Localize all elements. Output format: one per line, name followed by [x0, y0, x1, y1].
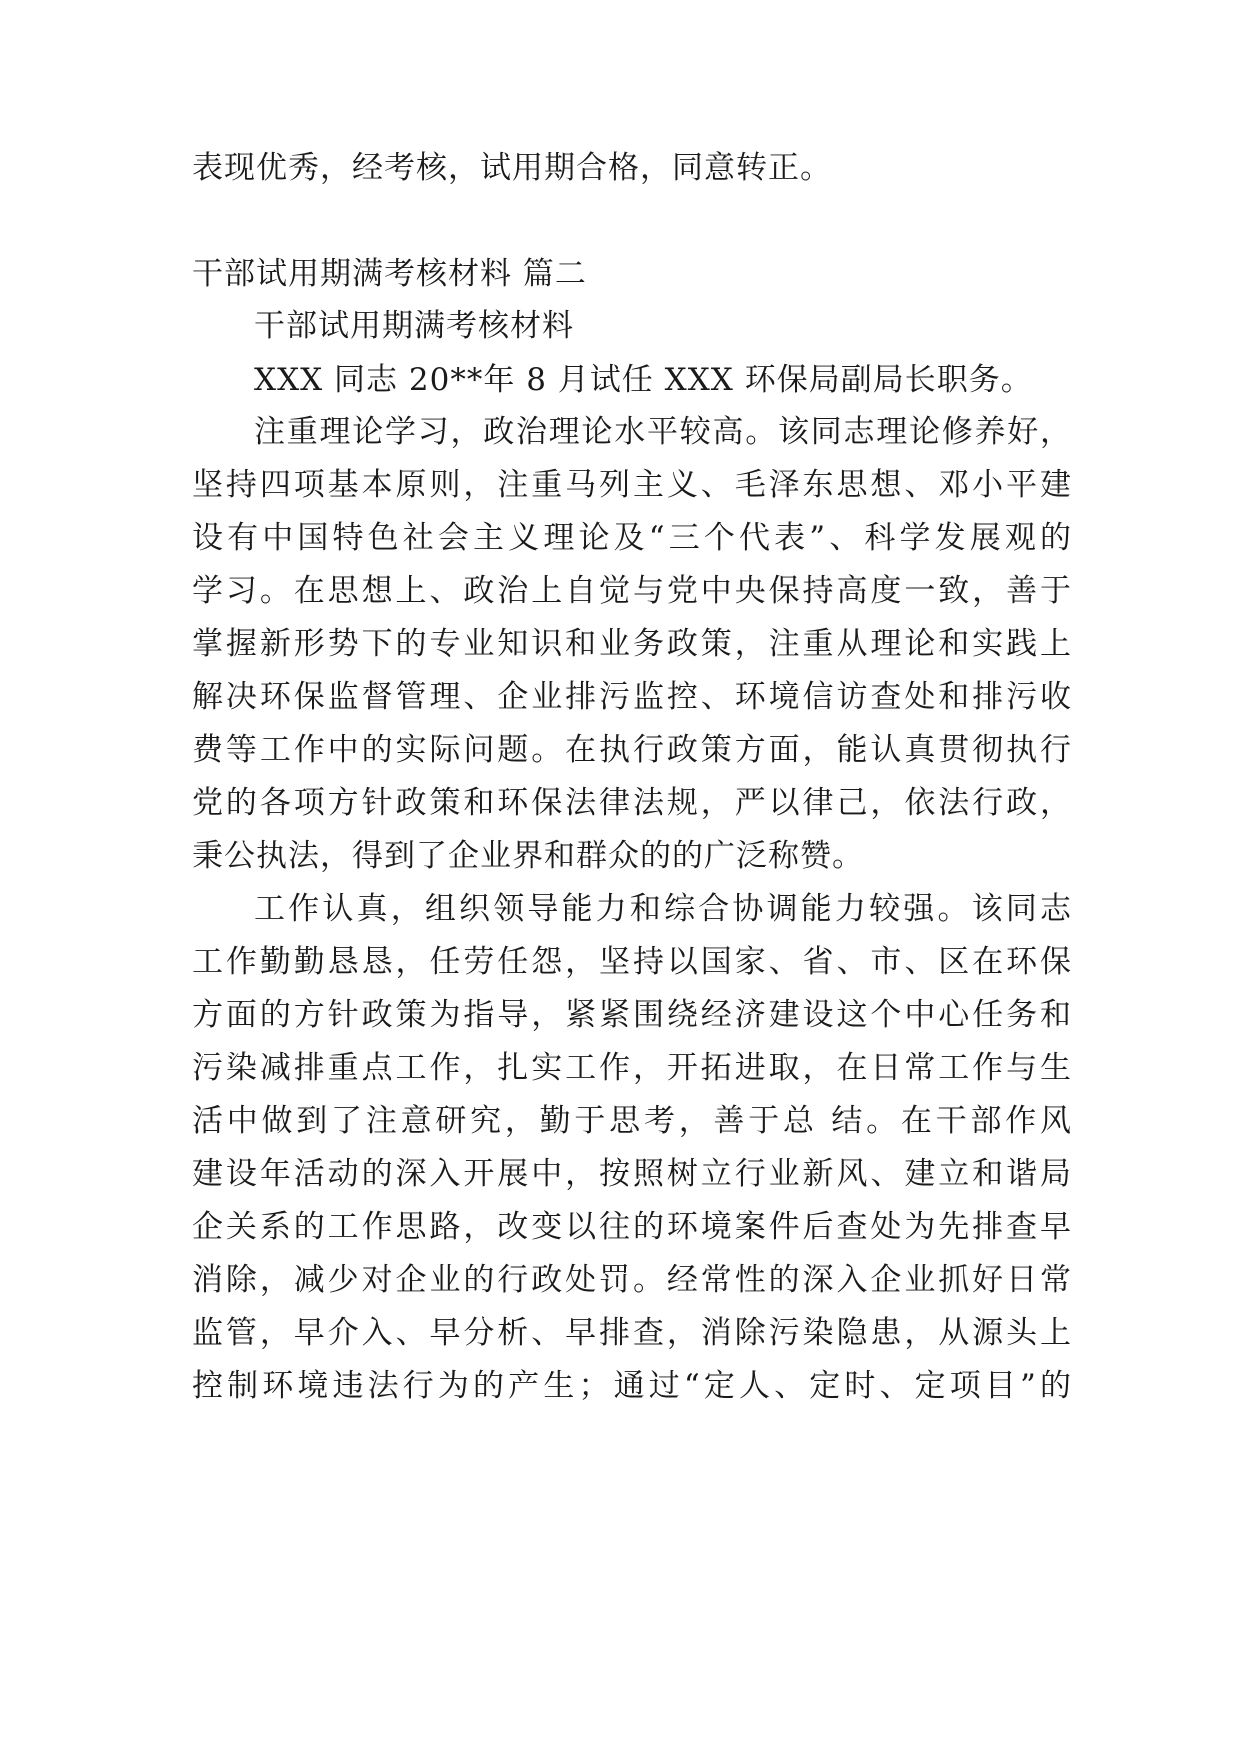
paragraph-line: 秉公执法，得到了企业界和群众的的广泛称赞。 [192, 838, 864, 874]
paragraph-line: 控制环境违法行为的产生；通过“定人、定时、定项目”的 [192, 1368, 1072, 1404]
section-heading: 干部试用期满考核材料 篇二 [192, 256, 587, 292]
paragraph-line: 学习。在思想上、政治上自觉与党中央保持高度一致，善于 [192, 573, 1072, 609]
text-line: 表现优秀，经考核，试用期合格，同意转正。 [192, 150, 832, 186]
paragraph-line: 方面的方针政策为指导，紧紧围绕经济建设这个中心任务和 [192, 997, 1072, 1033]
text-line: XXX 同志 20**年 8 月试任 XXX 环保局副局长职务。 [254, 362, 1033, 398]
paragraph-line: 工作勤勤恳恳，任劳任怨，坚持以国家、省、市、区在环保 [192, 944, 1072, 980]
document-title: 干部试用期满考核材料 [254, 308, 574, 344]
paragraph-line: 设有中国特色社会主义理论及“三个代表”、科学发展观的 [192, 520, 1072, 556]
paragraph-line: 活中做到了注意研究，勤于思考，善于总 结。在干部作风 [192, 1103, 1072, 1139]
paragraph-line: 注重理论学习，政治理论水平较高。该同志理论修养好， [254, 414, 1072, 450]
paragraph-line: 掌握新形势下的专业知识和业务政策，注重从理论和实践上 [192, 626, 1072, 662]
paragraph-line: 解决环保监督管理、企业排污监控、环境信访查处和排污收 [192, 679, 1072, 715]
paragraph-line: 坚持四项基本原则，注重马列主义、毛泽东思想、邓小平建 [192, 467, 1072, 503]
paragraph-line: 污染减排重点工作，扎实工作，开拓进取，在日常工作与生 [192, 1050, 1072, 1086]
paragraph-line: 企关系的工作思路，改变以往的环境案件后查处为先排查早 [192, 1209, 1072, 1245]
paragraph-line: 建设年活动的深入开展中，按照树立行业新风、建立和谐局 [192, 1156, 1072, 1192]
paragraph-line: 党的各项方针政策和环保法律法规，严以律己，依法行政， [192, 785, 1072, 821]
paragraph-line: 工作认真，组织领导能力和综合协调能力较强。该同志 [254, 891, 1072, 927]
paragraph-line: 消除，减少对企业的行政处罚。经常性的深入企业抓好日常 [192, 1262, 1072, 1298]
paragraph-line: 费等工作中的实际问题。在执行政策方面，能认真贯彻执行 [192, 732, 1072, 768]
paragraph-line: 监管，早介入、早分析、早排查，消除污染隐患，从源头上 [192, 1315, 1072, 1351]
